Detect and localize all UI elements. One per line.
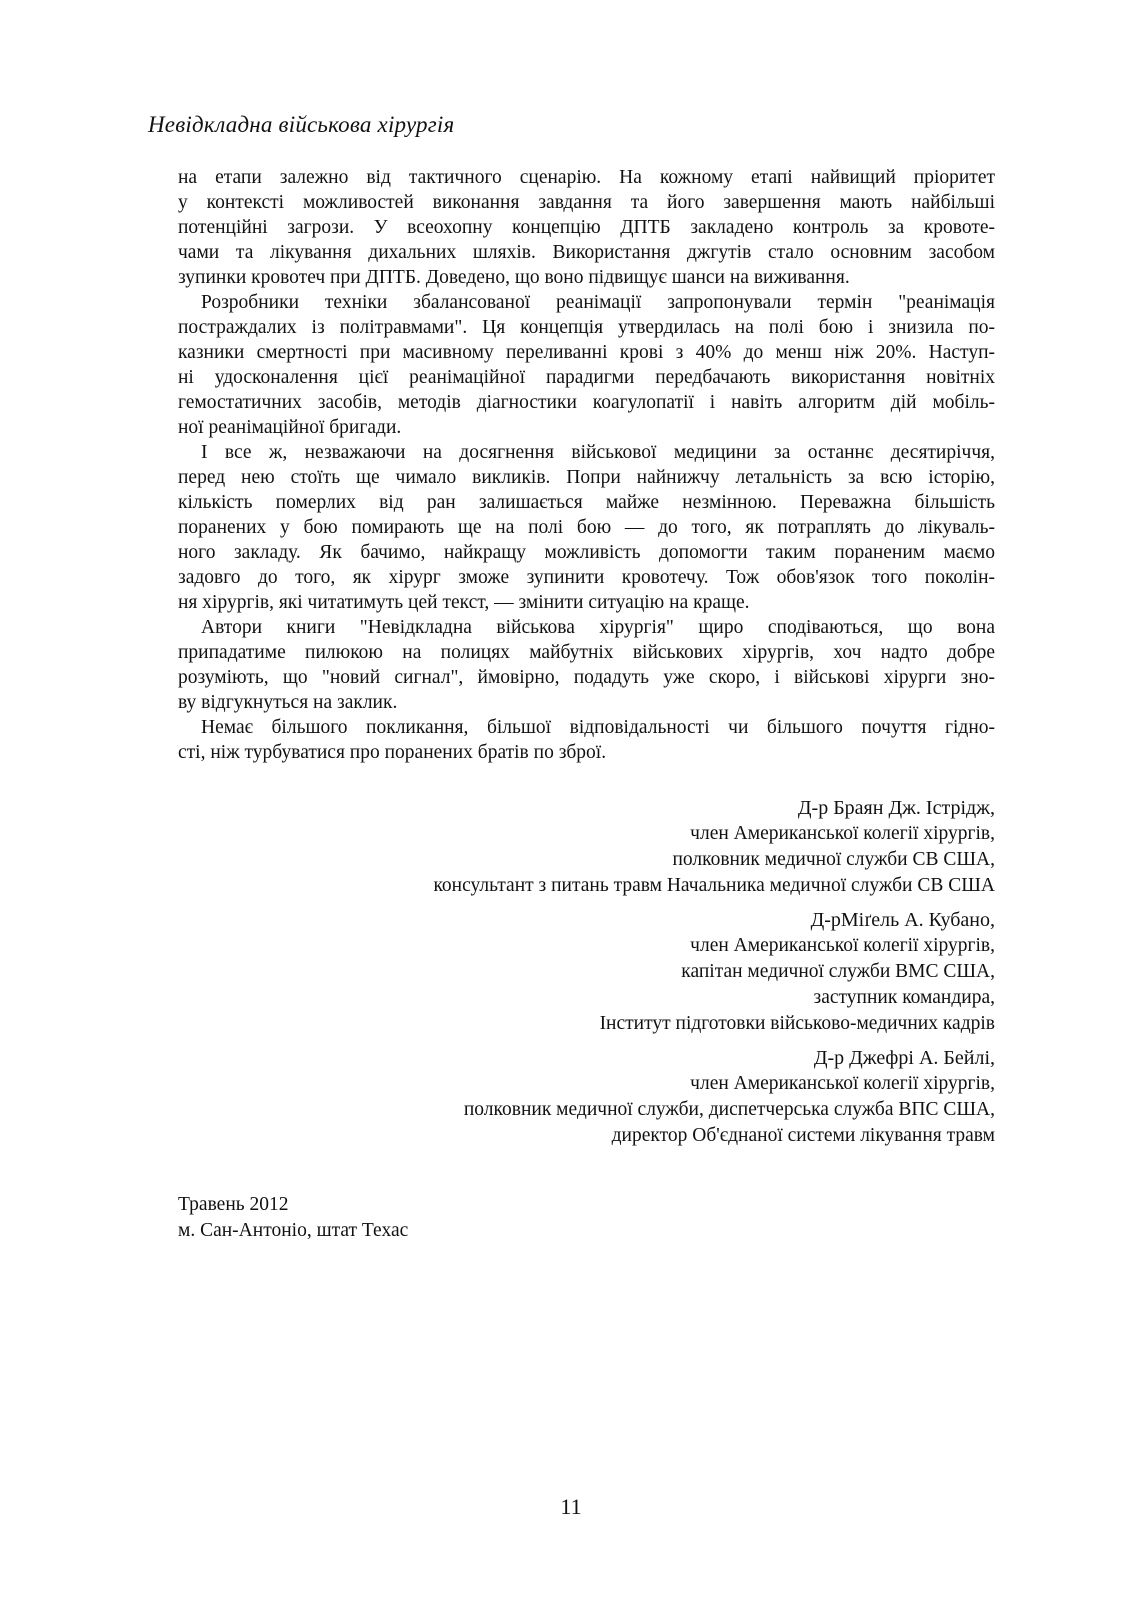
signature-block-cubano: [433, 907, 995, 1037]
body-line: ного закладу. Як бачимо, найкращу можливість допомогти таким пораненим маємо: [178, 542, 995, 563]
body-line: чами та лікування дихальних шляхів. Використання джгутів стало основним засобом: [178, 242, 995, 263]
signature-title: член Американської колегії хірургів,: [690, 823, 995, 844]
dateline: [178, 1192, 408, 1244]
signature-title: полковник медичної служби СВ США,: [672, 849, 995, 870]
body-line: Автори книги "Невідкладна військова хірургія" щиро сподіваються, що вона: [201, 617, 995, 638]
body-line: потенційні загрози. У всеохопну концепцію ДПТБ закладено контроль за кровоте-: [178, 217, 995, 238]
body-line: сті, ніж турбуватися про поранених братів по зброї.: [178, 742, 607, 763]
signature-title: заступник командира,: [813, 987, 995, 1008]
body-line: перед нею стоїть ще чимало викликів. Попри найнижчу летальність за всю історію,: [178, 467, 995, 488]
body-line: ня хірургів, які читатимуть цей текст, — змінити ситуацію на краще.: [178, 592, 750, 613]
body-line: зупинки кровотеч при ДПТБ. Доведено, що воно підвищує шанси на виживання.: [178, 267, 850, 288]
body-text: [178, 165, 995, 765]
body-line: кількість померлих від ран залишається майже незмінною. Переважна більшість: [178, 492, 995, 513]
signature-title: член Американської колегії хірургів,: [690, 1073, 995, 1094]
signature-title: консультант з питань травм Начальника медичної служби СВ США: [433, 875, 995, 896]
body-line: ву відгукнуться на заклик.: [178, 692, 398, 713]
signature-section: [433, 795, 995, 1157]
running-head: Невідкладна військова хірургія: [148, 112, 455, 137]
body-line: ні удосконалення цієї реанімаційної парадигми передбачають використання новітніх: [178, 367, 995, 388]
signature-name: Д-р Браян Дж. Істрідж,: [797, 797, 995, 819]
dateline-date: Травень 2012: [178, 1194, 289, 1215]
signature-title: полковник медичної служби, диспетчерська служба ВПС США,: [463, 1099, 995, 1120]
body-line: І все ж, незважаючи на досягнення військової медицини за останнє десятиріччя,: [201, 442, 995, 463]
body-line: поранених у бою помирають ще на полі бою — до того, як потраплять до лікуваль-: [178, 517, 995, 538]
signature-title: член Американської колегії хірургів,: [690, 935, 995, 956]
dateline-place: м. Сан-Антоніо, штат Техас: [178, 1220, 409, 1241]
body-line: припадатиме пилюкою на полицях майбутніх військових хірургів, хоч надто добре: [178, 642, 995, 663]
body-line: гемостатичних засобів, методів діагностики коагулопатії і навіть алгоритм дій мобіль-: [178, 392, 995, 413]
body-line: на етапи залежно від тактичного сценарію. На кожному етапі найвищий пріоритет: [178, 167, 995, 188]
body-line: у контексті можливостей виконання завдання та його завершення мають найбільші: [178, 192, 995, 213]
body-line: задовго до того, як хірург зможе зупинити кровотечу. Тож обов'язок того поколін-: [178, 567, 995, 588]
page-number: 11: [560, 1494, 582, 1519]
signature-block-eastridge: [433, 795, 995, 899]
signature-title: директор Об'єднаної системи лікування травм: [611, 1125, 995, 1146]
body-line: казники смертності при масивному переливанні крові з 40% до менш ніж 20%. Наступ-: [178, 342, 995, 363]
signature-title: капітан медичної служби ВМС США,: [681, 961, 995, 982]
body-line: розуміють, що "новий сигнал", ймовірно, подадуть уже скоро, і військові хірурги зно-: [178, 667, 995, 688]
body-line: постраждалих із політравмами". Ця концепція утвердилась на полі бою і знизила по-: [178, 317, 995, 338]
body-line: Розробники техніки збалансованої реанімації запропонували термін "реанімація: [201, 292, 995, 313]
signature-title: Інститут підготовки військово-медичних кадрів: [599, 1013, 995, 1034]
body-line: Немає більшого покликання, більшої відповідальності чи більшого почуття гідно-: [201, 717, 995, 738]
signature-name: Д-р Джефрі А. Бейлі,: [813, 1047, 995, 1069]
body-line: ної реанімаційної бригади.: [178, 417, 402, 438]
signature-name: Д-рМіґель А. Кубано,: [810, 909, 995, 931]
signature-block-bailey: [433, 1045, 995, 1149]
